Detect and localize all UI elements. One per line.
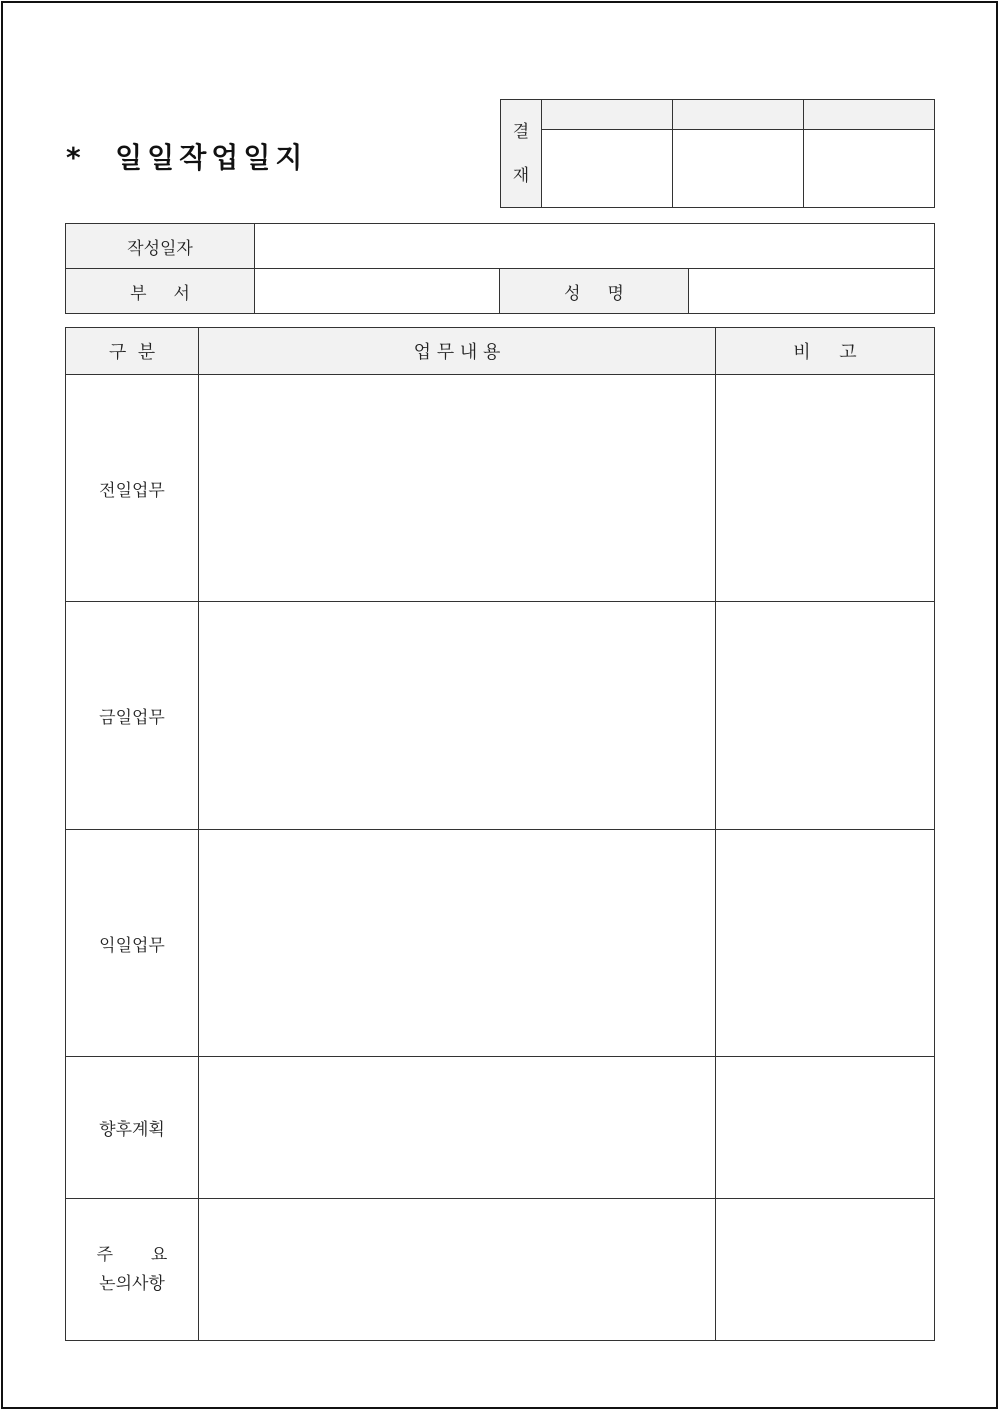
department-field[interactable] (255, 269, 500, 314)
remark-future-plan[interactable] (716, 1057, 935, 1199)
approval-title-3[interactable] (804, 100, 935, 130)
content-previous-day[interactable] (199, 375, 716, 602)
work-log-table (65, 327, 935, 1341)
category-future-plan: 향후계획 (66, 1057, 199, 1199)
approval-label (501, 100, 542, 208)
page-title: * 일일작업일지 (66, 141, 308, 174)
approval-box (500, 99, 935, 208)
approval-sign-3[interactable] (804, 130, 935, 208)
category-key-discussion-line2: 논의사항 (99, 1273, 165, 1294)
content-key-discussion[interactable] (199, 1199, 716, 1341)
header-content: 업 무 내 용 (199, 328, 716, 375)
remark-today[interactable] (716, 602, 935, 830)
name-label: 성 명 (500, 269, 689, 314)
category-key-discussion-line1: 주 요 (96, 1244, 168, 1265)
date-label: 작성일자 (66, 224, 255, 269)
header-category: 구 분 (66, 328, 199, 375)
remark-next-day[interactable] (716, 830, 935, 1057)
category-key-discussion (66, 1199, 199, 1341)
department-label: 부 서 (66, 269, 255, 314)
category-today: 금일업무 (66, 602, 199, 830)
category-next-day: 익일업무 (66, 830, 199, 1057)
approval-title-2[interactable] (673, 100, 804, 130)
info-table (65, 223, 935, 314)
approval-sign-1[interactable] (542, 130, 673, 208)
approval-title-1[interactable] (542, 100, 673, 130)
date-field[interactable] (255, 224, 935, 269)
content-next-day[interactable] (199, 830, 716, 1057)
category-previous-day: 전일업무 (66, 375, 199, 602)
content-future-plan[interactable] (199, 1057, 716, 1199)
approval-label-bottom: 재 (512, 165, 530, 186)
content-today[interactable] (199, 602, 716, 830)
header-remark: 비 고 (716, 328, 935, 375)
remark-previous-day[interactable] (716, 375, 935, 602)
approval-sign-2[interactable] (673, 130, 804, 208)
approval-label-top: 결 (512, 121, 530, 142)
remark-key-discussion[interactable] (716, 1199, 935, 1341)
name-field[interactable] (689, 269, 935, 314)
